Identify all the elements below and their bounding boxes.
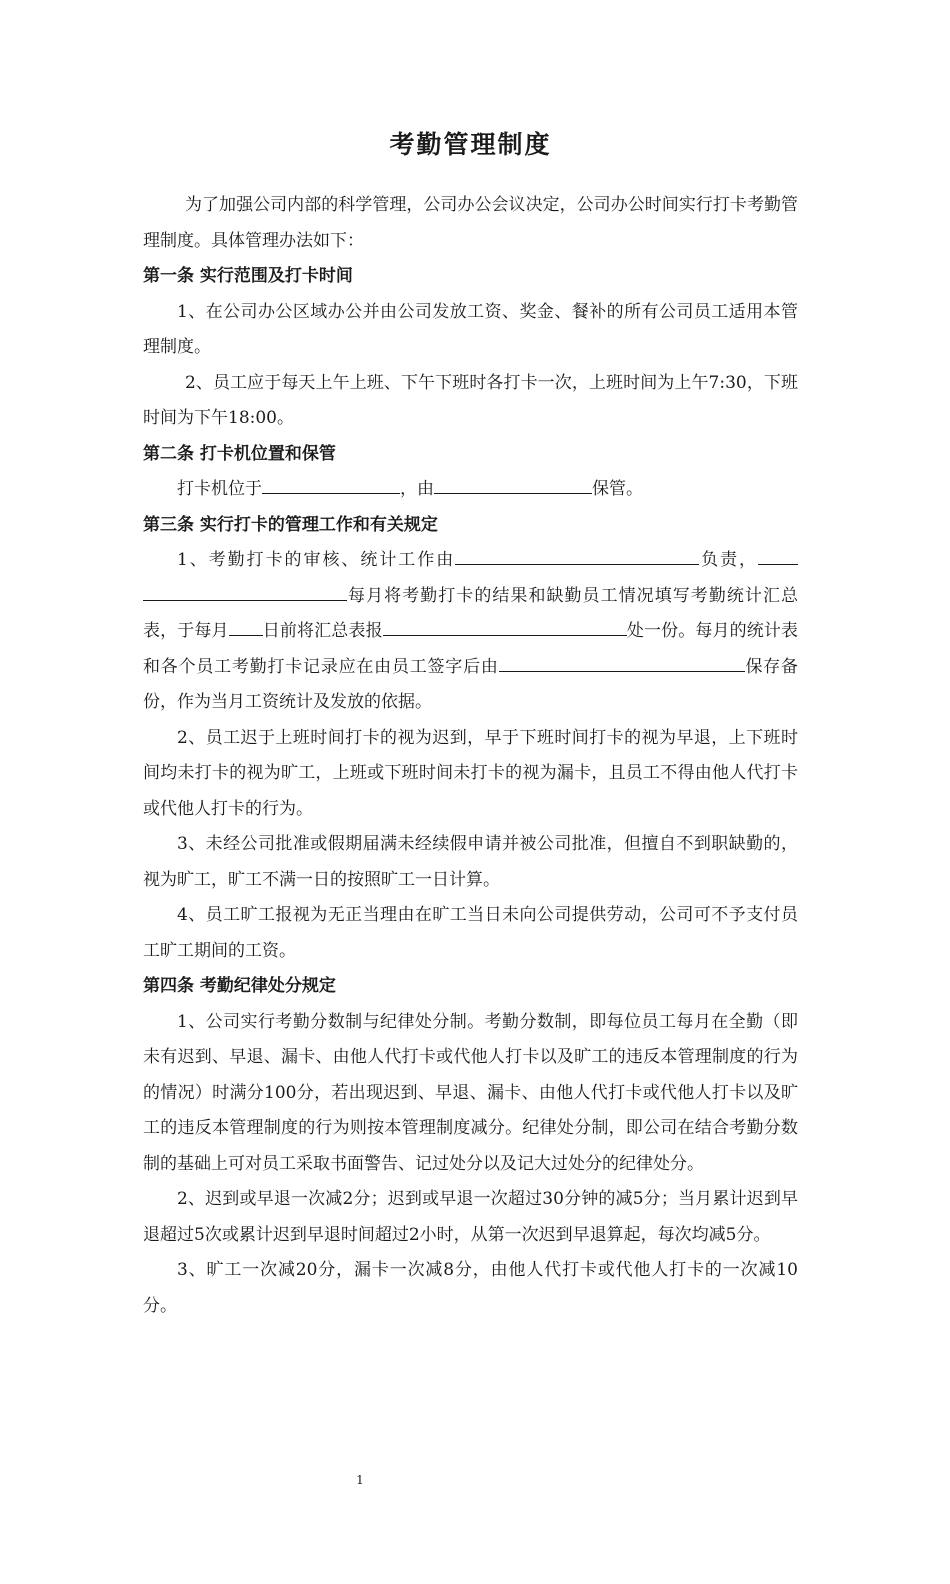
article4-item1: 1、公司实行考勤分数制与纪律处分制。考勤分数制，即每位员工每月在全勤（即未有迟到、早退、漏卡、由他人代打卡或代他人打卡以及旷工的违反本管理制度的行为的情况）时满分100分，若出现迟到、早退、漏卡、由他人代打卡或代他人打卡以及旷工的违反本管理制度的行为则按本管理制度减分。纪律处分制，即公司在结合考勤分数制的基础上可对员工采取书面警告、记过处分以及记大过处分的纪律处分。 — [143, 1011, 798, 1174]
article3-item1-d: 日前将汇总表报 — [262, 621, 383, 641]
document-title: 考勤管理制度 — [389, 130, 552, 159]
day-blank — [229, 615, 263, 636]
article2-text-a: 打卡机位于 — [177, 479, 262, 499]
keeper-blank — [434, 473, 592, 494]
article2-text-b: ，由 — [400, 479, 434, 499]
article2-text-c: 保管。 — [592, 479, 643, 499]
article3-item4: 4、员工旷工报视为无正当理由在旷工当日未向公司提供劳动，公司可不予支付员工旷工期间的工资。 — [143, 905, 798, 961]
article4-item2: 2、迟到或早退一次减2分；迟到或早退一次超过30分钟的减5分；当月累计迟到早退超过5次或累计迟到早退时间超过2小时，从第一次迟到早退算起，每次均减5分。 — [143, 1189, 798, 1245]
archive-blank-a — [499, 651, 681, 672]
auditor-blank — [455, 544, 699, 565]
article3-heading: 第三条 实行打卡的管理工作和有关规定 — [143, 514, 438, 535]
archive-blank-b — [681, 651, 745, 672]
page-number: 1 — [356, 1473, 364, 1487]
article2-paragraph — [143, 472, 798, 508]
article3-item2: 2、员工迟于上班时间打卡的视为迟到，早于下班时间打卡的视为早退，上下班时间均未打卡的视为旷工，上班或下班时间未打卡的视为漏卡，且员工不得由他人代打卡或代他人打卡的行为。 — [143, 727, 798, 819]
article1-item2: 2、员工应于每天上午上班、下午下班时各打卡一次，上班时间为上午7:30，下班时间为下午18:00。 — [143, 372, 798, 428]
article4-item3: 3、旷工一次减20分，漏卡一次减8分，由他人代打卡或代他人打卡的一次减10分。 — [143, 1260, 798, 1316]
location-blank — [262, 473, 400, 494]
article3-item1-a: 1、考勤打卡的审核、统计工作由 — [177, 550, 456, 570]
article1-item1: 1、在公司办公区域办公并由公司发放工资、奖金、餐补的所有公司员工适用本管理制度。 — [143, 301, 798, 357]
article4-heading: 第四条 考勤纪律处分规定 — [143, 976, 336, 996]
article3-item1-c: 每月将考勤打卡的结果和缺勤员工情况填写考勤统计汇总表，于每月 — [143, 585, 798, 641]
article1-heading: 第一条 实行范围及打卡时间 — [143, 266, 353, 286]
intro-paragraph: 为了加强公司内部的科学管理，公司办公会议决定，公司办公时间实行打卡考勤管理制度。具体管理办法如下： — [143, 195, 798, 251]
article3-item1 — [143, 543, 798, 721]
responsible-blank-a — [758, 544, 798, 565]
article3-item3: 3、未经公司批准或假期届满未经续假申请并被公司批准，但擅自不到职缺勤的，视为旷工，旷工不满一日的按照旷工一日计算。 — [143, 834, 798, 890]
article3-item1-f: 保存备份，作为当月工资统计及发放的依据。 — [143, 656, 799, 712]
article2-heading: 第二条 打卡机位置和保管 — [143, 443, 336, 464]
responsible-blank-b — [143, 580, 347, 601]
article3-item1-e: 处一份。每月的统计表和各个员工考勤打卡记录应在由员工签字后由 — [143, 621, 799, 677]
report-to-blank — [383, 615, 627, 636]
article3-item1-b: 负责， — [699, 550, 758, 570]
document-body — [143, 124, 798, 1324]
